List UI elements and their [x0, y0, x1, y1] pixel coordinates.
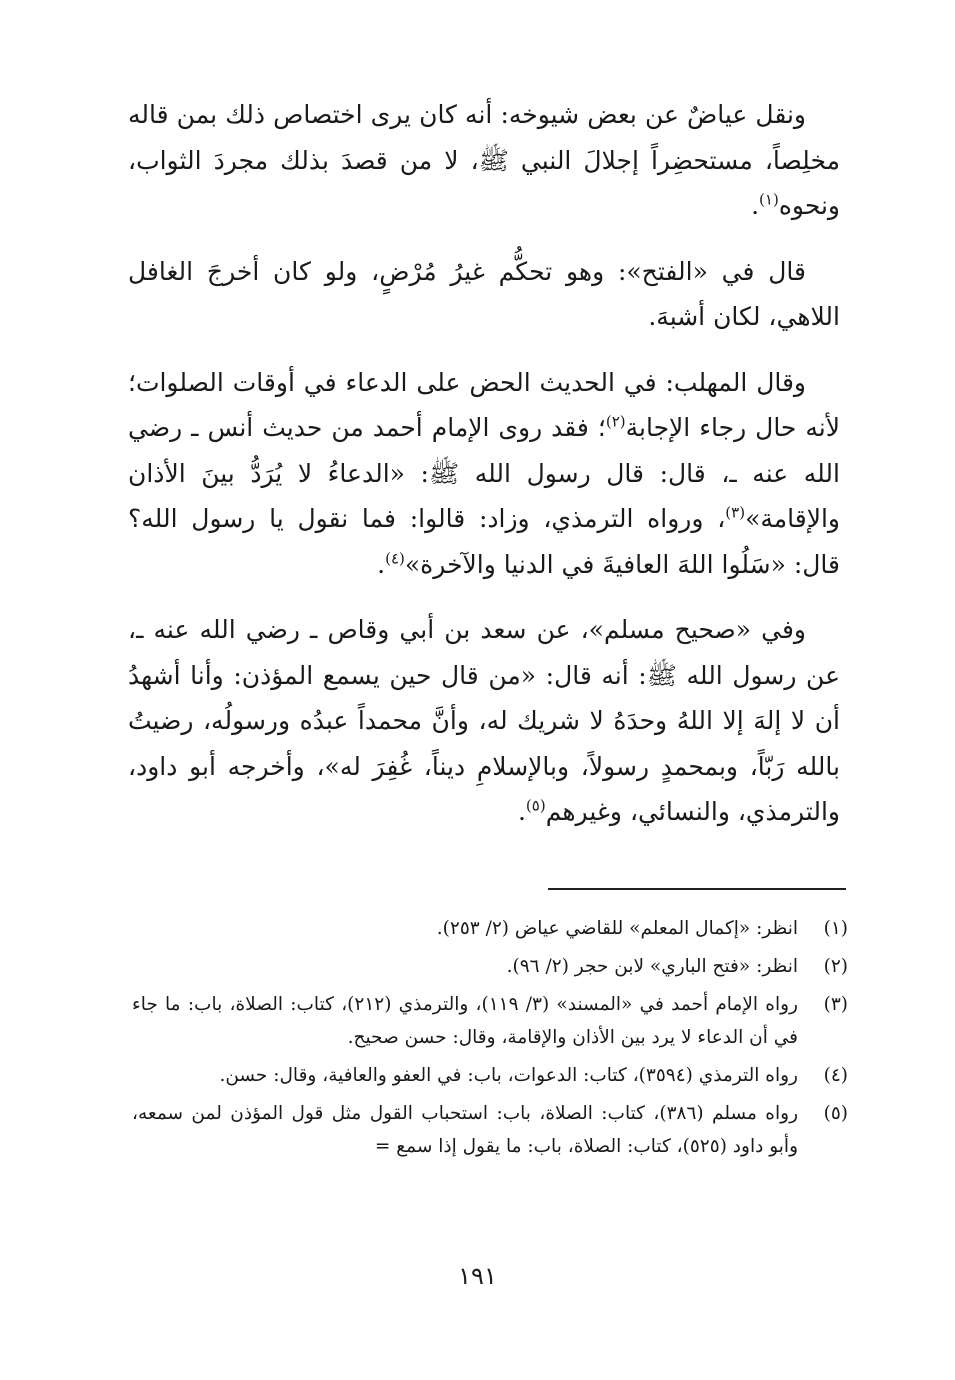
footnote-ref: (٥) [525, 796, 546, 815]
paragraph [128, 360, 840, 588]
footnote-divider [548, 888, 846, 890]
footnote-number: (١) [823, 918, 848, 939]
footnote-ref: (٢) [605, 412, 626, 431]
footnote-text: رواه الإمام أحمد في «المسند» (٣/ ١١٩)، والترمذي (٢١٢)، كتاب: الصلاة، باب: ما جاء في أن الدعاء لا يرد بين الأذان والإقامة، وقال: حسن صحيح. [132, 994, 798, 1048]
footnote-ref: (١) [759, 190, 779, 209]
footnote-text: رواه مسلم (٣٨٦)، كتاب: الصلاة، باب: استحباب القول مثل قول المؤذن لمن سمعه، وأبو داود (٥٢٥)، كتاب: الصلاة، باب: ما يقول إذا سمع = [132, 1103, 798, 1157]
paragraph-tail: . [751, 191, 760, 220]
footnote-number: (٢) [823, 956, 848, 977]
paragraph-tail: . [517, 797, 526, 826]
page-number: ١٩١ [458, 1262, 497, 1290]
paragraph [128, 607, 840, 835]
footnote [132, 950, 848, 983]
paragraph [128, 92, 840, 229]
footnote-text: انظر: «فتح الباري» لابن حجر (٢/ ٩٦). [506, 956, 798, 977]
footnote [132, 912, 848, 945]
footnote-ref: (٤) [385, 549, 405, 568]
footnote-number: (٥) [823, 1103, 848, 1124]
footnote [132, 1059, 848, 1092]
paragraph-text: وقال المهلب: في الحديث الحض على الدعاء في أوقات الصلوات؛ لأنه حال رجاء الإجابة [128, 367, 841, 442]
footnote-number: (٣) [823, 994, 848, 1015]
paragraph-tail: ، ورواه الترمذي، وزاد: قالوا: فما نقول يا رسول الله؟ قال: «سَلُوا اللهَ العافيةَ في الدنيا والآخرة» [128, 504, 840, 579]
paragraph-text: وفي «صحيح مسلم»، عن سعد بن أبي وقاص ـ رضي الله عنه ـ، عن رسول الله ﷺ: أنه قال: «من قال حين يسمع المؤذن: وأنا أشهدُ أن لا إلهَ إلا اللهُ وحدَهُ لا شريك له، وأنَّ محمداً عبدُه ورسولُه، رضيتُ بالله رَبّاً، وبمحمدٍ رسولاً، وبالإسلامِ ديناً، غُفِرَ له»، وأخرجه أبو داود، والترمذي، والنسائي، وغيرهم [128, 615, 840, 826]
paragraph [128, 249, 840, 340]
paragraph-text: ونقل عياضٌ عن بعض شيوخه: أنه كان يرى اختصاص ذلك بمن قاله مخلِصاً، مستحضِراً إجلالَ النبي ﷺ، لا من قصدَ بذلك مجردَ الثواب، ونحوه [128, 100, 840, 220]
paragraph-tail: . [377, 549, 386, 579]
paragraph-text: قال في «الفتح»: وهو تحكُّم غيرُ مُرْضٍ، ولو كان أخرجَ الغافل اللاهي، لكان أشبهَ. [128, 256, 840, 331]
footnote-number: (٤) [823, 1065, 848, 1086]
footnote-text: رواه الترمذي (٣٥٩٤)، كتاب: الدعوات، باب: في العفو والعافية، وقال: حسن. [219, 1065, 798, 1086]
footnote [132, 1097, 848, 1163]
paragraph-tail: ؛ فقد روى الإمام أحمد من حديث أنس ـ رضي الله عنه ـ، قال: قال رسول الله ﷺ: «الدعاءُ لا يُرَدُّ بينَ الأذان والإقامة» [128, 413, 840, 533]
footnotes [132, 912, 848, 1168]
footnote-ref: (٣) [725, 503, 746, 522]
footnote-text: انظر: «إكمال المعلم» للقاضي عياض (٢/ ٢٥٣). [436, 918, 798, 939]
footnote [132, 988, 848, 1054]
main-text [128, 92, 840, 855]
